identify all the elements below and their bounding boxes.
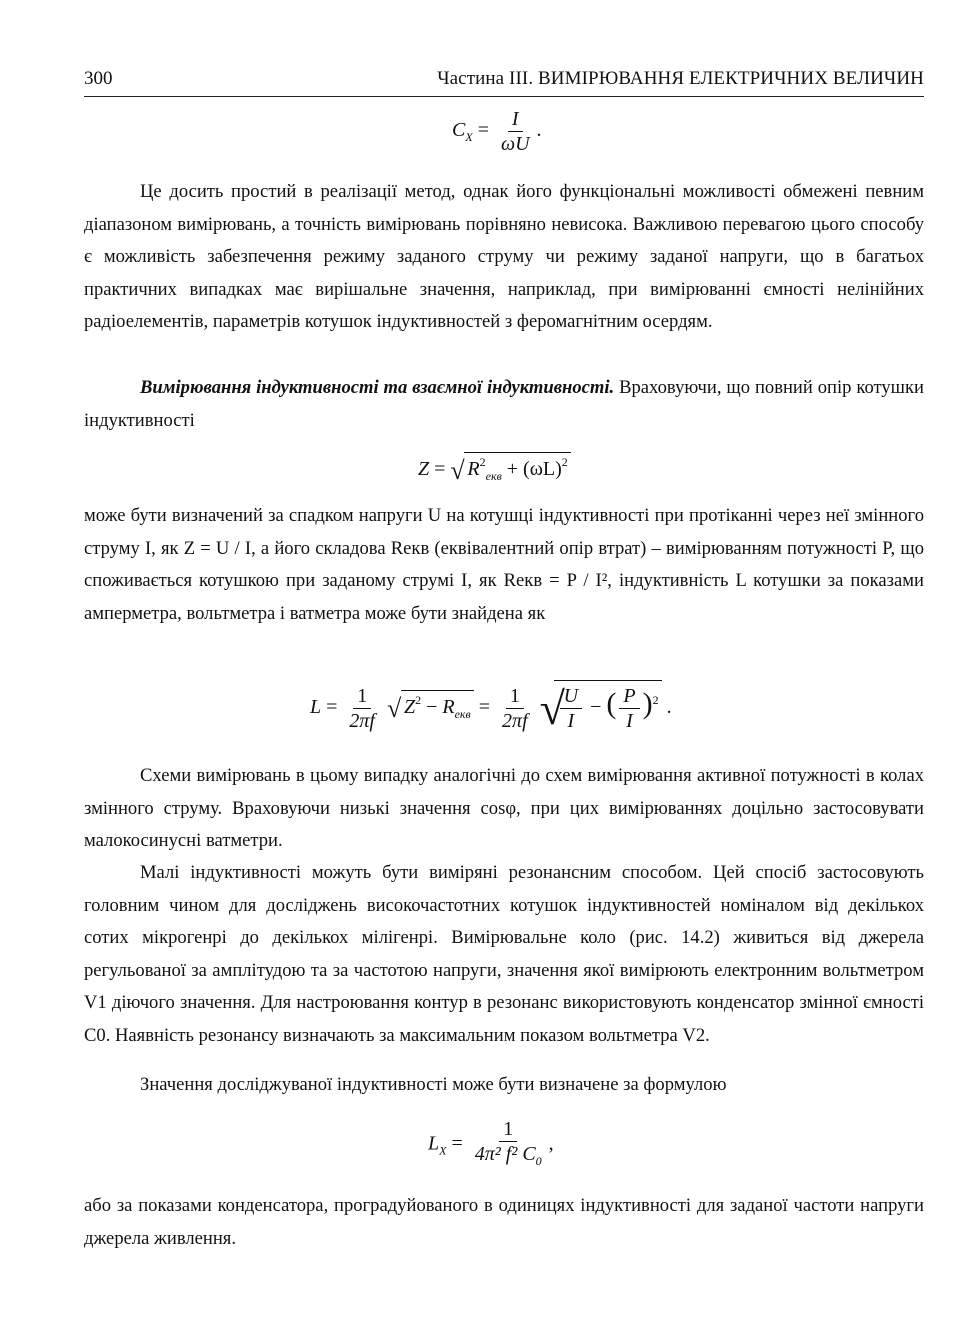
paragraph-7: або за показами конденсатора, проградуйованого в одиницях індуктивності для заданої частоти напруги джерела живлення. xyxy=(84,1195,924,1249)
paragraph-2-text: Враховуючи, що повний опір котушки індуктивності xyxy=(84,377,924,431)
paragraph-6: Значення досліджуваної індуктивності може бути визначене за формулою xyxy=(140,1074,727,1095)
section-heading: Вимірювання індуктивності та взаємної індуктивності. xyxy=(140,377,615,398)
paragraph-5: Малі індуктивності можуть бути виміряні резонансним способом. Цей спосіб застосовують головним чином для досліджень високочастотних котушок індуктивностей номіналом від декількох сотих мікрогенрі до декількох мілігенрі. Вимірювальне коло (рис. 14.2) живиться від джерела регульованої за амплітудою та за частотою напруги, значення якої вимірюють електронним вольтметром V1 діючого значення. Для настроювання контур в резонанс використовують конденсатор змінної ємності C0. Наявність резонансу визначають за максимальним показом вольтметра V2. xyxy=(84,862,924,1046)
paragraph-4: Схеми вимірювань в цьому випадку аналогічні до схем вимірювання активної потужності в колах змінного струму. Враховуючи низькі значення cosφ, при цих вимірюваннях доцільно застосовувати малокосинусні ватметри. xyxy=(84,765,924,851)
paragraph-2 xyxy=(84,372,924,437)
paragraph-3: може бути визначений за спадком напруги U на котушці індуктивності при протіканні через неї змінного струму I, як Z = U / I, а його складова Rекв (еквівалентний опір втрат) – вимірюванням потужності P, що споживається котушкою при заданому струмі I, як Rекв = P / I², індуктивність L котушки за показами амперметра, вольтметра і ватметра може бути знайдена як xyxy=(84,505,924,624)
formula-lx: $L_X$ = $\frac{1}{4\pi^2 f^2 C_0}$ , xyxy=(428,1118,554,1168)
formula-z: Z = √ $R^2_{екв} + (\omega L)^2$ xyxy=(418,452,571,484)
formula-cx: $C_X$ = $\frac{I}{\omega U}$ . xyxy=(452,108,542,155)
formula-l: L = $\frac{1}{2\pi f}$ √ $Z^2 - R_{екв}$ = $\frac{1}{2\pi f}$ √ $\frac{U}{I}$ − ( $\frac{P}{I}$ )$^2$ . xyxy=(310,680,672,732)
page-header xyxy=(84,66,924,97)
running-title: Частина III. ВИМІРЮВАННЯ ЕЛЕКТРИЧНИХ ВЕЛИЧИН xyxy=(437,68,924,89)
page-number: 300 xyxy=(84,68,113,89)
paragraph-1: Це досить простий в реалізації метод, однак його функціональні можливості обмежені певним діапазоном вимірювань, а точність вимірювань порівняно невисока. Важливою перевагою цього способу є можливість забезпечення режиму заданого струму чи режиму заданої напруги, що в багатьох практичних випадках має вирішальне значення, наприклад, при вимірюванні ємності нелінійних радіоелементів, параметрів котушок індуктивностей з феромагнітним осердям. xyxy=(84,181,924,332)
